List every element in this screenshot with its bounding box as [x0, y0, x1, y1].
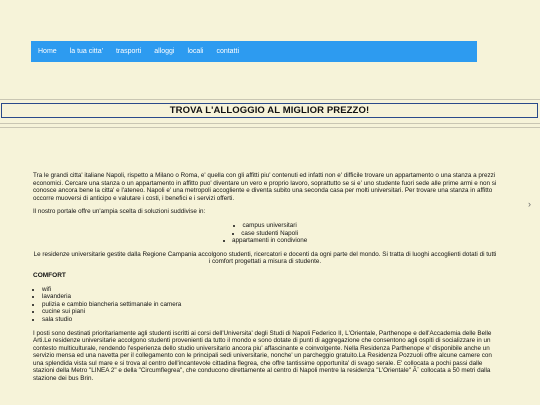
- residences-paragraph: Le residenze universitarie gestite dalla Regione Campania accolgono studenti, ricercatori e docenti da ogni parte del mondo. Si tratta di luoghi accoglienti dotati di tutti i comfort progettati a misura di studente.: [33, 250, 497, 266]
- list-item: • lavanderia: [42, 293, 497, 301]
- title-banner: [1, 103, 538, 118]
- nav-alloggi[interactable]: alloggi: [154, 48, 175, 55]
- comfort-heading: COMFORT: [33, 271, 66, 279]
- list-item: • cucine sui piani: [42, 308, 497, 316]
- main-navbar: [31, 41, 477, 62]
- list-item: • campus universitari: [33, 222, 497, 230]
- offer-paragraph: Il nostro portale offre un'ampia scelta di soluzioni suddivise in:: [33, 208, 206, 216]
- list-item: • sala studio: [42, 316, 497, 324]
- intro-paragraph: Tra le grandi citta' italiane Napoli, rispetto a Milano o Roma, e' quella con gli affitti piu' contenuti ed infatti non e' difficile trovare un appartamento o una stanza a prezzi economici. Cercare una stanza o un appartamento in affitto puo' diventare un vero e proprio lavoro, soprattutto se si e' uno studente fuori sede alle prime armi e non si conosce ancora bene la citta' e l'ateneo. Napoli e' una metropoli accogliente e diventa subito una seconda casa per molti universitari. Per trovare una stanza in affitto occorre muoversi di anticipo e valutare i costi, i benefici e i servizi offerti.: [33, 172, 497, 202]
- nav-la-tua-citta[interactable]: la tua citta': [69, 48, 103, 55]
- nav-locali[interactable]: locali: [187, 48, 204, 55]
- comfort-list: [33, 286, 497, 324]
- divider-top: [0, 99, 540, 100]
- main-content: [33, 172, 497, 389]
- list-item: • wifi: [42, 286, 497, 294]
- nav-home[interactable]: Home: [38, 48, 57, 55]
- nav-contatti[interactable]: contatti: [216, 48, 240, 55]
- divider-bottom-2: [0, 127, 540, 128]
- divider-bottom-1: [0, 123, 540, 124]
- rooms-paragraph: I posti sono destinati prioritariamente agli studenti iscritti ai corsi dell'Universita' degli Studi di Napoli Federico II, L'Orientale, Parthenope e dell'Accademia delle Belle Arti.Le residenze universitarie accolgono studenti provenienti da tutto il mondo e sono dotate di punti di aggregazione che consentono agli ospiti di socializzare in un contesto multiculturale, rendendo l'esperienza dello studio universitario ancora piu' affascinante e coinvolgente. Nella Residenza Parthenope e' disponibile anche un servizio mensa ed una navetta per il collegamento con le principali sedi universitarie, nonche' un parcheggio gratuito.La Residenza Pozzuoli offre alcune camere con una splendida vista sul mare e si trova al centro dell'incantevole cittadina flegrea, che offre tantissime opportunita' di svago serale. E' collocata a pochi passi dalle stazioni della Metro "LINEA 2" e della "Circumflegrea", che conducono direttamente al centro di Napoli mentre la residenza "L'Orientale" Ã¨ collocata a 50 metri dalla stazione dei bus Brin.: [33, 329, 492, 383]
- solutions-list: [33, 222, 497, 245]
- next-arrow-icon[interactable]: ›: [528, 199, 531, 209]
- list-item: • case studenti Napoli: [33, 230, 497, 238]
- page-title: TROVA L'ALLOGGIO AL MIGLIOR PREZZO!: [169, 105, 370, 116]
- list-item: • pulizia e cambio biancheria settimanale in camera: [42, 301, 497, 309]
- nav-trasporti[interactable]: trasporti: [115, 48, 142, 55]
- list-item: • appartamenti in condivione: [33, 237, 497, 245]
